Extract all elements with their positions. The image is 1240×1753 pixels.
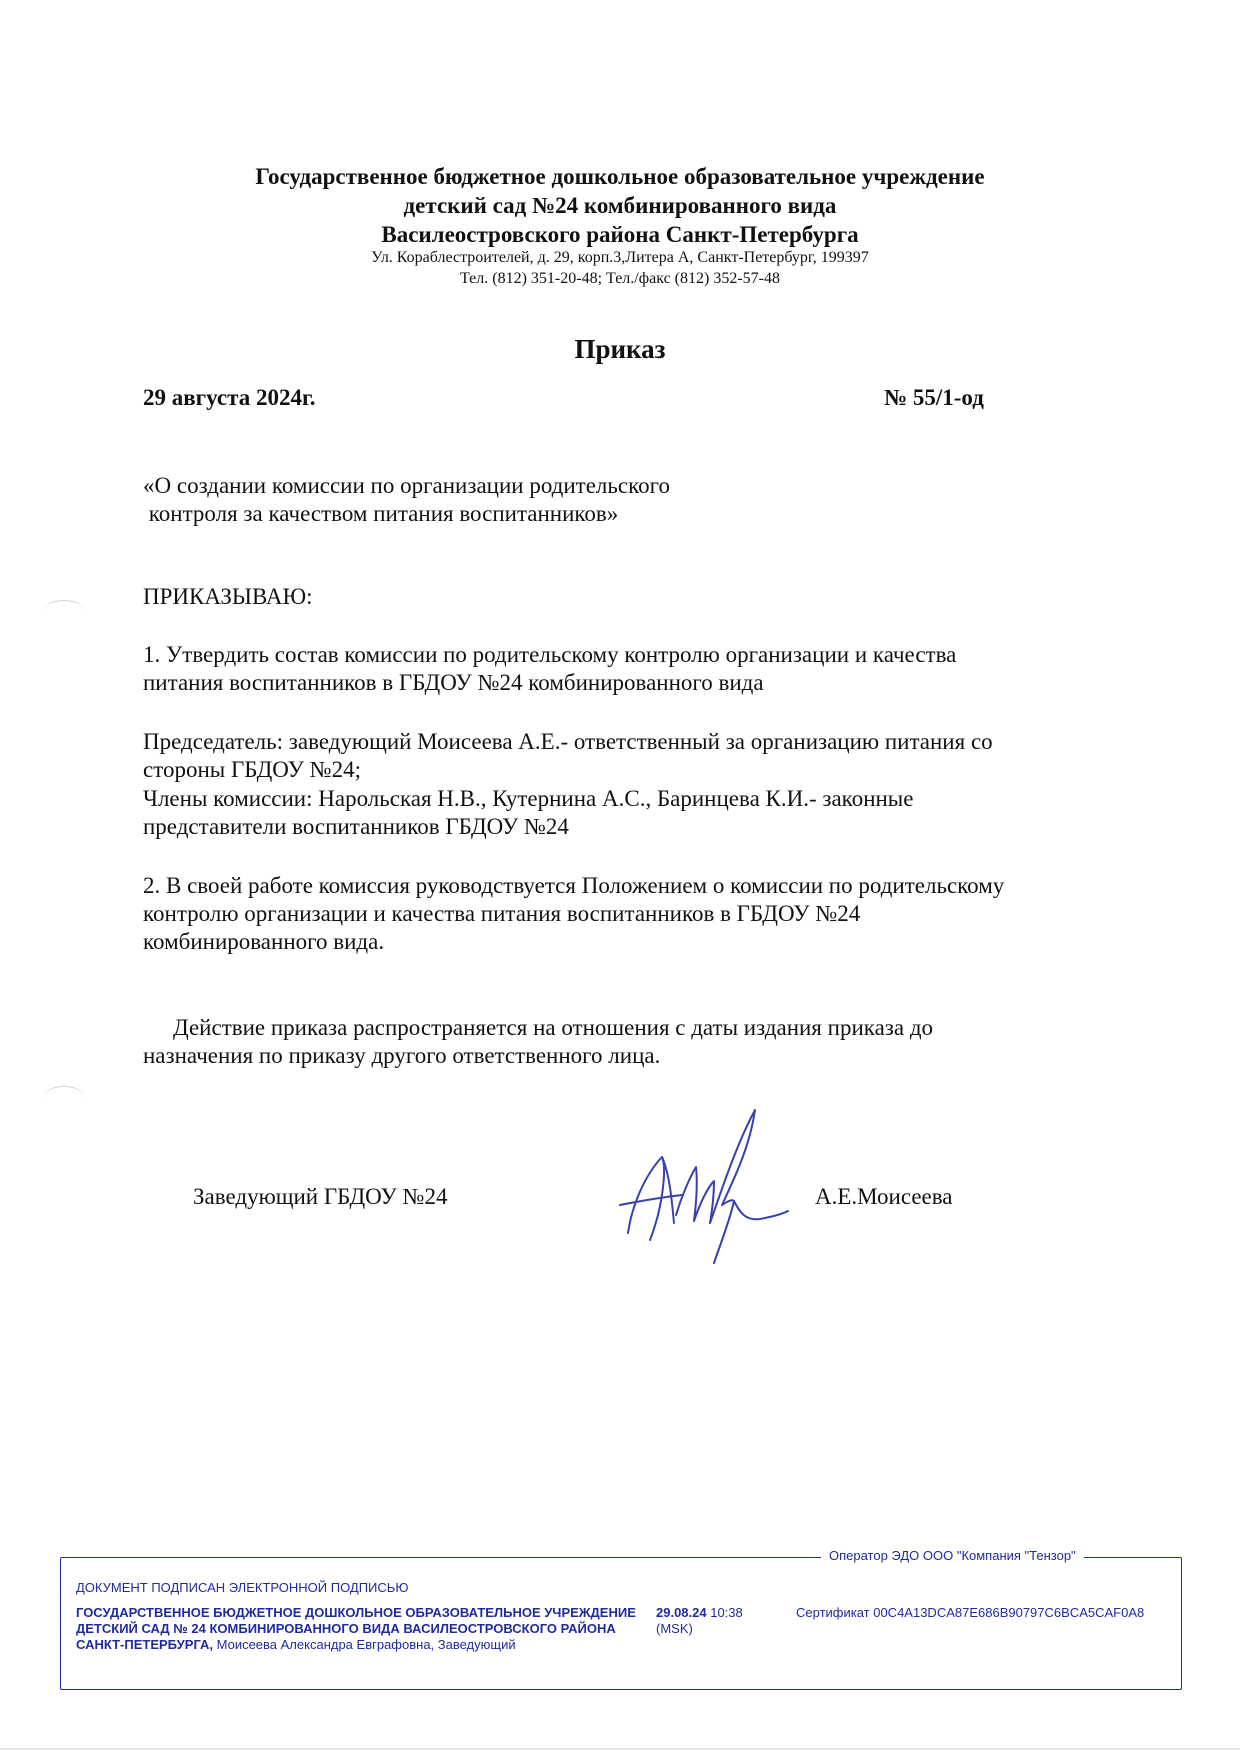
bottom-edge-divider	[0, 1748, 1240, 1750]
punch-hole-mark	[44, 600, 84, 621]
chair-line1: Председатель: заведующий Моисеева А.Е.- ответственный за организацию питания со	[143, 729, 993, 754]
item1-line2: питания воспитанников в ГБДОУ №24 комбинированного вида	[143, 670, 764, 695]
punch-hole-mark	[44, 1086, 84, 1107]
stamp-organization	[76, 1605, 656, 1653]
stamp-time: 10:38	[706, 1605, 743, 1620]
edo-operator-label: Оператор ЭДО ООО "Компания "Тензор"	[821, 1547, 1084, 1565]
stamp-signer: Моисеева Александра Евграфовна, Заведующий	[213, 1637, 516, 1652]
institution-name-line1: Государственное бюджетное дошкольное образовательное учреждение	[255, 164, 985, 189]
item1-line1: 1. Утвердить состав комиссии по родительскому контролю организации и качества	[143, 642, 957, 667]
item2-line2: контролю организации и качества питания воспитанников в ГБДОУ №24	[143, 901, 861, 926]
order-subject-line1: «О создании комиссии по организации родительского	[143, 473, 670, 498]
validity-line1: Действие приказа распространяется на отношения с даты издания приказа до	[173, 1015, 934, 1040]
institution-name-line2: детский сад №24 комбинированного вида	[403, 193, 837, 218]
document-title: Приказ	[574, 334, 666, 364]
signatory-position: Заведующий ГБДОУ №24	[193, 1184, 448, 1209]
handwritten-signature	[610, 1105, 795, 1265]
item2-line1: 2. В своей работе комиссия руководствуется Положением о комиссии по родительскому	[143, 873, 1005, 898]
members-line2: представители воспитанников ГБДОУ №24	[143, 814, 569, 839]
validity-line2: назначения по приказу другого ответственного лица.	[143, 1043, 661, 1068]
signatory-name: А.Е.Моисеева	[815, 1184, 953, 1209]
electronic-signature-stamp	[60, 1548, 1182, 1690]
members-line1: Члены комиссии: Нарольская Н.В., Кутернина А.С., Баринцева К.И.- законные	[143, 786, 914, 811]
institution-name-line3: Василеостровского района Санкт-Петербурга	[381, 222, 859, 247]
institution-address: Ул. Кораблестроителей, д. 29, корп.3,Литера А, Санкт-Петербург, 199397	[371, 249, 869, 266]
stamp-certificate: Сертификат 00C4A13DCA87E686B90797C6BCA5CAF0A8	[796, 1605, 1145, 1620]
order-number: № 55/1-од	[884, 385, 984, 410]
stamp-timezone: (MSK)	[656, 1621, 693, 1636]
stamp-date: 29.08.24	[656, 1605, 707, 1620]
item2-line3: комбинированного вида.	[143, 929, 385, 954]
stamp-org-name: ГОСУДАРСТВЕННОЕ БЮДЖЕТНОЕ ДОШКОЛЬНОЕ ОБРАЗОВАТЕЛЬНОЕ УЧРЕЖДЕНИЕ ДЕТСКИЙ САД № 24 КОМБИНИРОВАННОГО ВИДА ВАСИЛЕОСТРОВСКОГО РАЙОНА САНКТ-ПЕТЕРБУРГА,	[76, 1605, 636, 1652]
directive-heading: ПРИКАЗЫВАЮ:	[143, 584, 313, 609]
chair-line2: стороны ГБДОУ №24;	[143, 757, 361, 782]
institution-phones: Тел. (812) 351-20-48; Тел./факс (812) 352-57-48	[460, 270, 780, 287]
order-date: 29 августа 2024г.	[143, 385, 316, 410]
stamp-datetime	[656, 1605, 776, 1637]
order-subject-line2: контроля за качеством питания воспитанников»	[143, 501, 619, 526]
stamp-title: ДОКУМЕНТ ПОДПИСАН ЭЛЕКТРОННОЙ ПОДПИСЬЮ	[76, 1580, 409, 1595]
